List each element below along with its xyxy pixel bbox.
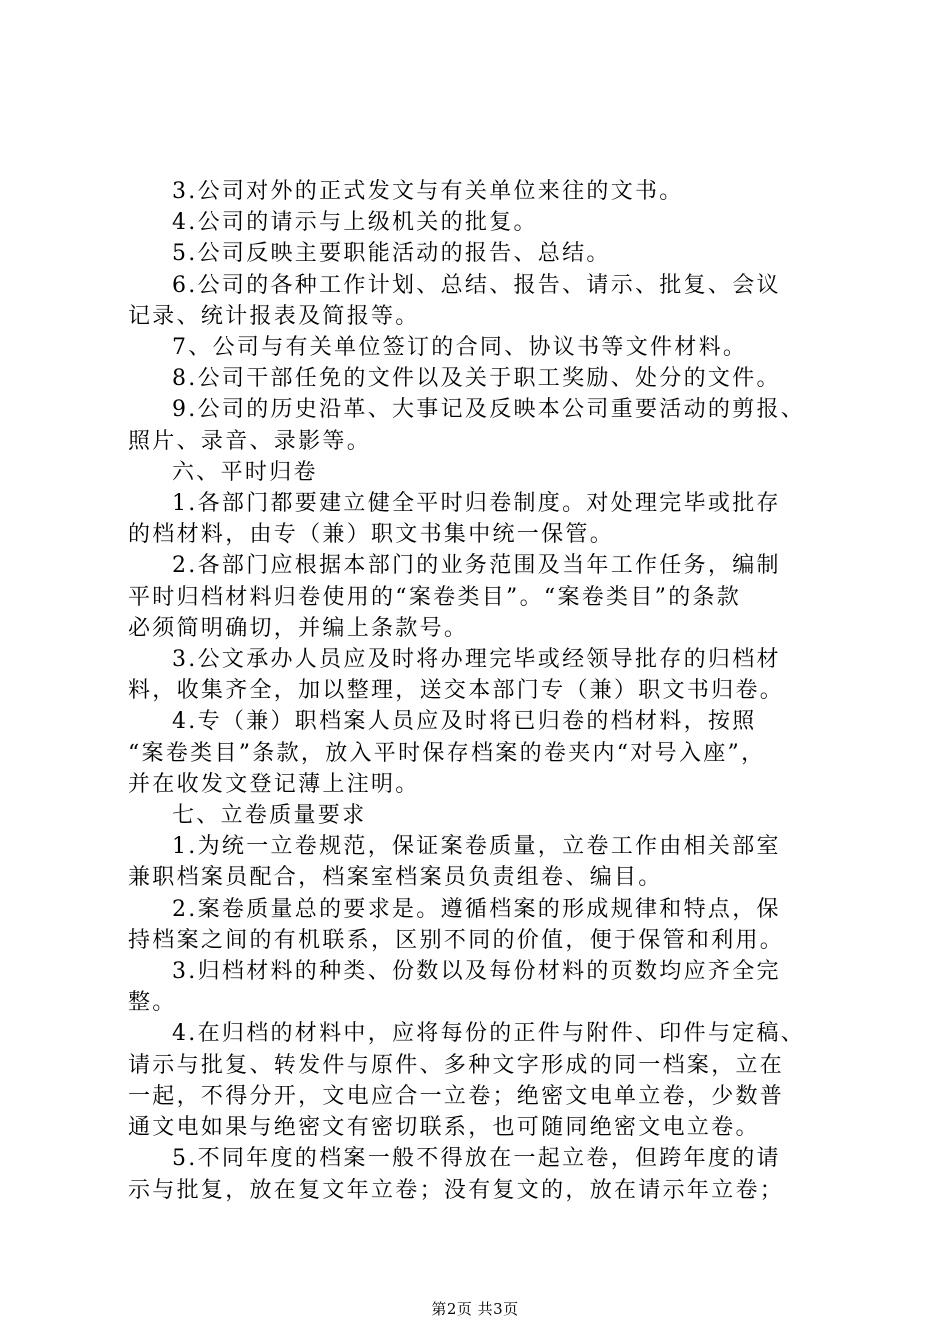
text-line: 1.为统一立卷规范，保证案卷质量，立卷工作由相关部室: [172, 834, 781, 860]
text-line: 记录、统计报表及简报等。: [128, 303, 420, 329]
text-line: 照片、录音、录影等。: [128, 428, 372, 454]
text-line: 料，收集齐全，加以整理，送交本部门专（兼）职文书归卷。: [128, 678, 785, 704]
text-line: 9.公司的历史沿革、大事记及反映本公司重要活动的剪报、: [172, 397, 806, 423]
text-line: “案卷类目”条款，放入平时保存档案的卷夹内“对号入座”，: [128, 740, 766, 766]
text-line: 一起，不得分开，文电应合一立卷；绝密文电单立卷，少数普: [128, 1083, 785, 1109]
document-body: [128, 176, 828, 1206]
text-line: 4.专（兼）职档案人员应及时将已归卷的档材料，按照: [172, 709, 757, 735]
text-line: 请示与批复、转发件与原件、多种文字形成的同一档案，立在: [128, 1052, 785, 1078]
text-line: 平时归档材料归卷使用的“案卷类目”。“案卷类目”的条款: [128, 584, 742, 610]
text-line: 4.公司的请示与上级机关的批复。: [172, 210, 538, 236]
text-line: 七、立卷质量要求: [172, 803, 367, 829]
text-line: 并在收发文登记薄上注明。: [128, 771, 420, 797]
page-footer: 第2页 共3页: [431, 1300, 519, 1318]
text-line: 持档案之间的有机联系，区别不同的价值，便于保管和利用。: [128, 927, 785, 953]
text-line: 7、公司与有关单位签订的合同、协议书等文件材料。: [172, 335, 748, 361]
text-line: 2.各部门应根据本部门的业务范围及当年工作任务，编制: [172, 553, 781, 579]
text-line: 5.不同年度的档案一般不得放在一起立卷，但跨年度的请: [172, 1146, 781, 1172]
text-line: 6.公司的各种工作计划、总结、报告、请示、批复、会议: [172, 272, 781, 298]
text-line: 5.公司反映主要职能活动的报告、总结。: [172, 241, 611, 267]
text-line: 3.公司对外的正式发文与有关单位来往的文书。: [172, 179, 684, 204]
text-line: 整。: [128, 990, 177, 1016]
text-line: 3.归档材料的种类、份数以及每份材料的页数均应齐全完: [172, 959, 781, 985]
text-line: 的档材料，由专（兼）职文书集中统一保管。: [128, 522, 615, 548]
text-line: 3.公文承办人员应及时将办理完毕或经领导批存的归档材: [172, 647, 781, 673]
text-line: 2.案卷质量总的要求是。遵循档案的形成规律和特点，保: [172, 896, 781, 922]
text-line: 兼职档案员配合，档案室档案员负责组卷、编目。: [128, 865, 663, 891]
text-line: 8.公司干部任免的文件以及关于职工奖励、处分的文件。: [172, 366, 781, 392]
text-line: 4.在归档的材料中，应将每份的正件与附件、印件与定稿、: [172, 1021, 806, 1047]
text-line: 通文电如果与绝密文有密切联系，也可随同绝密文电立卷。: [128, 1115, 760, 1141]
text-line: 必须简明确切，并编上条款号。: [128, 615, 469, 641]
text-line: 1.各部门都要建立健全平时归卷制度。对处理完毕或批存: [172, 491, 781, 517]
text-line: 六、平时归卷: [172, 459, 318, 485]
text-line: 示与批复，放在复文年立卷；没有复文的，放在请示年立卷；: [128, 1177, 785, 1203]
